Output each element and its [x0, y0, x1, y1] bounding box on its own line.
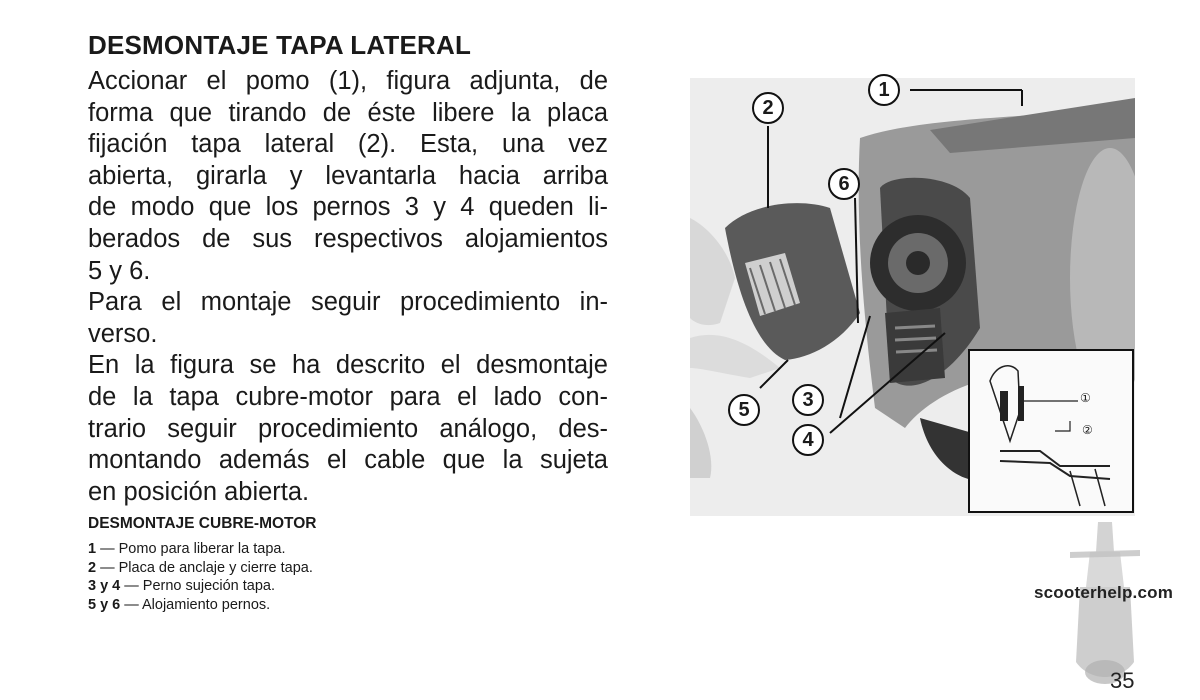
text-line: forma que tirando de éste libere la placa [88, 98, 608, 127]
inset-illustration [970, 351, 1132, 511]
legend-text: — Perno sujeción tapa. [120, 578, 276, 594]
text-line: de modo que los pernos 3 y 4 queden li- [88, 193, 608, 222]
legend-list [88, 540, 313, 614]
legend-key: 1 [88, 541, 97, 557]
callout-2: 2 [752, 92, 784, 124]
text-line: Accionar el pomo (1), figura adjunta, de [88, 67, 608, 95]
text-line: fijación tapa lateral (2). Esta, una vez [88, 130, 608, 159]
legend-text: — Placa de anclaje y cierre tapa. [96, 559, 313, 576]
legend-item [88, 577, 313, 596]
text-line: montando además el cable que la sujeta [88, 446, 608, 475]
legend-key: 5 y 6 [88, 596, 121, 613]
text-line: abierta, girarla y levantarla hacia arriba [88, 161, 608, 190]
watermark-site-text: scooterhelp.com [1034, 583, 1174, 602]
inset-label-1: ① [1080, 391, 1091, 405]
text-line: verso. [88, 319, 158, 348]
text-line: 5 y 6. [88, 256, 151, 285]
legend-item [88, 540, 313, 559]
inset-label-2: ② [1082, 423, 1093, 437]
instruction-paragraph [88, 66, 608, 508]
callout-6: 6 [828, 168, 860, 200]
text-line: trario seguir procedimiento análogo, des- [88, 414, 608, 443]
inset-diagram [968, 349, 1134, 513]
legend-item [88, 559, 313, 578]
callout-1: 1 [868, 74, 900, 106]
legend-key: 2 [88, 559, 97, 576]
callout-3: 3 [792, 384, 824, 416]
text-line: En la figura se ha descrito el desmontaje [88, 351, 608, 380]
text-line: berados de sus respectivos alojamientos [88, 224, 608, 253]
text-line: de la tapa cubre-motor para el lado con- [88, 382, 608, 411]
section-title: DESMONTAJE TAPA LATERAL [88, 30, 472, 60]
text-line: Para el montaje seguir procedimiento in- [88, 288, 608, 317]
page-number: 35 [1110, 668, 1135, 693]
legend-title: DESMONTAJE CUBRE-MOTOR [88, 515, 317, 532]
text-line: en posición abierta. [88, 477, 310, 506]
legend-text: — Pomo para liberar la tapa. [96, 541, 286, 557]
legend-item [88, 596, 313, 615]
legend-text: — Alojamiento pernos. [120, 596, 271, 613]
callout-5: 5 [728, 394, 760, 426]
callout-4: 4 [792, 424, 824, 456]
legend-key: 3 y 4 [88, 578, 121, 594]
